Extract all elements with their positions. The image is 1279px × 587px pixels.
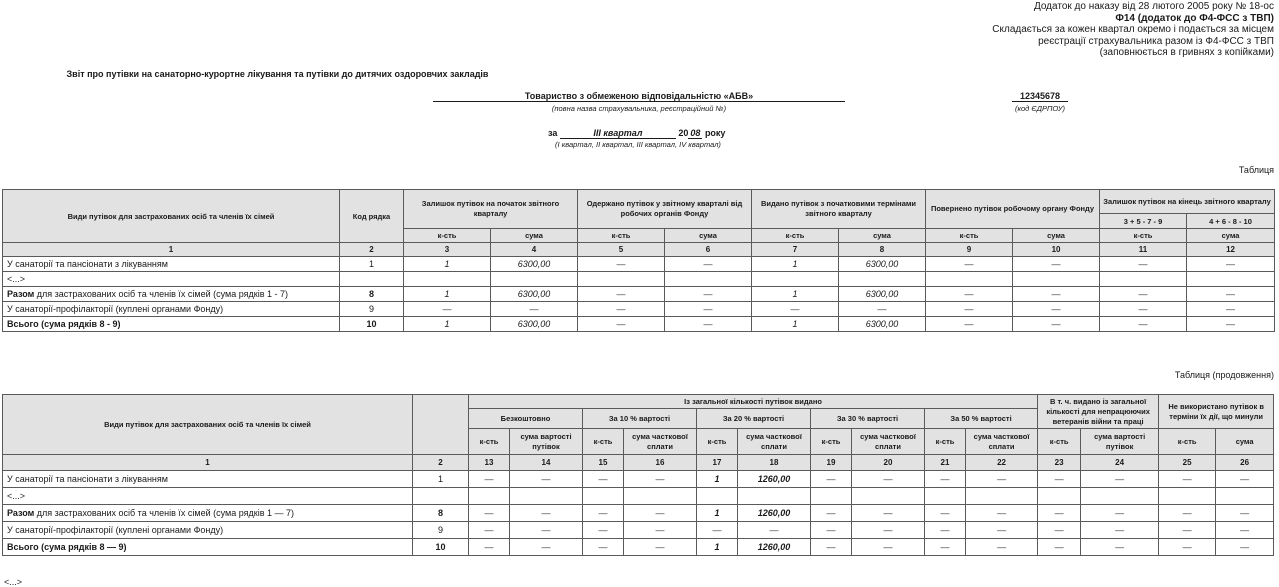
row-name-bold: Разом bbox=[7, 508, 35, 518]
subhead-qty: к-сть bbox=[1038, 429, 1081, 455]
table-cell: 1260,00 bbox=[738, 539, 811, 556]
table-cell: — bbox=[1013, 317, 1100, 332]
formula-count: 3 + 5 - 7 - 9 bbox=[1100, 214, 1187, 229]
table-cell bbox=[583, 488, 624, 505]
table-cell: — bbox=[697, 522, 738, 539]
row-name-text: <...> bbox=[7, 274, 26, 284]
col-number: 20 bbox=[852, 455, 925, 471]
col-number: 1 bbox=[3, 243, 340, 257]
row-name bbox=[3, 505, 413, 522]
unused-header: Не використано путівок в терміни їх дії, що минули bbox=[1159, 395, 1274, 429]
form-header bbox=[992, 1, 1274, 59]
row-code: 1 bbox=[413, 471, 469, 488]
year-prefix: 20 bbox=[678, 128, 689, 138]
table-cell: — bbox=[469, 539, 510, 556]
table-cell: — bbox=[665, 287, 752, 302]
subhead-qty: к-сть bbox=[926, 229, 1013, 243]
table-cell: — bbox=[852, 471, 925, 488]
table-cell: — bbox=[469, 505, 510, 522]
subhead-qty: к-сть bbox=[1100, 229, 1187, 243]
table-row bbox=[3, 505, 1274, 522]
table-cell: — bbox=[469, 522, 510, 539]
table-cell bbox=[839, 272, 926, 287]
formula-sum: 4 + 6 - 8 - 10 bbox=[1187, 214, 1275, 229]
subhead-sum: сума bbox=[1013, 229, 1100, 243]
subhead-qty: к-сть bbox=[752, 229, 839, 243]
table-cell: — bbox=[852, 505, 925, 522]
col-balance-end-header: Залишок путівок на кінець звітного кварталу bbox=[1100, 190, 1275, 214]
edrpou-note: (код ЄДРПОУ) bbox=[1014, 104, 1066, 113]
subhead-sum-cost: сума вартості путівок bbox=[510, 429, 583, 455]
table-cell bbox=[1159, 488, 1216, 505]
t2-col-code-header bbox=[413, 395, 469, 455]
table-cell: — bbox=[510, 522, 583, 539]
table-cell bbox=[752, 272, 839, 287]
col-number: 6 bbox=[665, 243, 752, 257]
table-row bbox=[3, 272, 1275, 287]
table-cell: — bbox=[583, 471, 624, 488]
table-cell: 1 bbox=[697, 505, 738, 522]
table-cell: — bbox=[404, 302, 491, 317]
table-cell: — bbox=[578, 287, 665, 302]
subhead-sum-partial: сума часткової сплати bbox=[966, 429, 1038, 455]
table-cell: — bbox=[839, 302, 926, 317]
table1-label: Таблиця bbox=[1238, 165, 1274, 175]
table-cell: — bbox=[665, 317, 752, 332]
table-cell: — bbox=[578, 257, 665, 272]
table-cell bbox=[966, 488, 1038, 505]
col-number: 25 bbox=[1159, 455, 1216, 471]
col-number: 22 bbox=[966, 455, 1038, 471]
col-code-header: Код рядка bbox=[340, 190, 404, 243]
row-code: 8 bbox=[413, 505, 469, 522]
row-code: 8 bbox=[340, 287, 404, 302]
period-note: (I квартал, II квартал, III квартал, IV квартал) bbox=[555, 140, 721, 149]
table-row bbox=[3, 302, 1275, 317]
table-cell: — bbox=[1216, 471, 1274, 488]
row-name bbox=[3, 302, 340, 317]
company-note: (повна назва страхувальника, реєстраційний №) bbox=[551, 104, 727, 113]
row-code bbox=[413, 488, 469, 505]
table-cell: — bbox=[925, 471, 966, 488]
table-cell: — bbox=[624, 539, 697, 556]
row-name bbox=[3, 287, 340, 302]
company-name: Товариство з обмеженою відповідальністю «АБВ» bbox=[433, 91, 845, 102]
row-name-text: У санаторії-профілакторії (куплені органами Фонду) bbox=[7, 304, 224, 314]
table-cell bbox=[510, 488, 583, 505]
table-cell bbox=[1081, 488, 1159, 505]
col-number: 8 bbox=[839, 243, 926, 257]
table-cell: — bbox=[925, 505, 966, 522]
table-cell: — bbox=[1013, 302, 1100, 317]
col-number: 5 bbox=[578, 243, 665, 257]
table-cell: — bbox=[966, 471, 1038, 488]
row-name-bold: Всього (сума рядків 8 — 9) bbox=[7, 542, 127, 552]
table-cell: — bbox=[1159, 539, 1216, 556]
table-cell: — bbox=[966, 505, 1038, 522]
subhead-qty: к-сть bbox=[583, 429, 624, 455]
table-row bbox=[3, 257, 1275, 272]
table-cell: — bbox=[1100, 257, 1187, 272]
table-cell: — bbox=[1081, 522, 1159, 539]
table-cell: — bbox=[1216, 522, 1274, 539]
table-cell: — bbox=[925, 522, 966, 539]
row-name bbox=[3, 317, 340, 332]
p20-header: За 20 % вартості bbox=[697, 409, 811, 429]
table-cell: — bbox=[811, 471, 852, 488]
table-cell bbox=[624, 488, 697, 505]
edrpou-code: 12345678 bbox=[1012, 91, 1068, 102]
table-cell bbox=[1216, 488, 1274, 505]
col-kind-header: Види путівок для застрахованих осіб та членів їх сімей bbox=[3, 190, 340, 243]
table-cell: 1 bbox=[697, 539, 738, 556]
subhead-sum: сума bbox=[665, 229, 752, 243]
year-value: 08 bbox=[690, 128, 701, 138]
table-cell: — bbox=[811, 522, 852, 539]
period-value: III квартал bbox=[560, 128, 676, 139]
p30-header: За 30 % вартості bbox=[811, 409, 925, 429]
subhead-qty: к-сть bbox=[1159, 429, 1216, 455]
table-cell: — bbox=[811, 539, 852, 556]
table-cell: — bbox=[925, 539, 966, 556]
subhead-qty: к-сть bbox=[469, 429, 510, 455]
table-cell bbox=[697, 488, 738, 505]
row-name bbox=[3, 522, 413, 539]
vouchers-table bbox=[2, 189, 1275, 332]
table-cell: — bbox=[1038, 539, 1081, 556]
table-cell bbox=[578, 272, 665, 287]
form-code: Ф14 (додаток до Ф4-ФСС з ТВП) bbox=[1115, 12, 1274, 24]
table-cell: — bbox=[926, 317, 1013, 332]
table-cell: — bbox=[1159, 505, 1216, 522]
col-number: 4 bbox=[491, 243, 578, 257]
table-cell bbox=[738, 488, 811, 505]
row-name-text: для застрахованих осіб та членів їх сімей (сума рядків 1 - 7) bbox=[34, 289, 288, 299]
col-number: 15 bbox=[583, 455, 624, 471]
subhead-sum-partial: сума часткової сплати bbox=[624, 429, 697, 455]
table-row bbox=[3, 471, 1274, 488]
table-cell: — bbox=[510, 505, 583, 522]
table-cell: — bbox=[926, 257, 1013, 272]
row-code bbox=[340, 272, 404, 287]
col-number: 26 bbox=[1216, 455, 1274, 471]
vouchers-table-continued bbox=[2, 394, 1274, 556]
subhead-qty: к-сть bbox=[925, 429, 966, 455]
table-cell: — bbox=[1216, 539, 1274, 556]
table-cell: — bbox=[1081, 539, 1159, 556]
table-cell: 1 bbox=[404, 317, 491, 332]
t2-col-kind-header: Види путівок для застрахованих осіб та членів їх сімей bbox=[3, 395, 413, 455]
row-name bbox=[3, 488, 413, 505]
table-cell: — bbox=[1159, 471, 1216, 488]
year-suffix: року bbox=[704, 128, 726, 138]
subhead-sum-partial: сума часткової сплати bbox=[852, 429, 925, 455]
table-cell: — bbox=[624, 471, 697, 488]
subhead-sum-partial: сума часткової сплати bbox=[738, 429, 811, 455]
col-number: 17 bbox=[697, 455, 738, 471]
truncated-marker: <...> bbox=[4, 577, 23, 587]
table-cell: — bbox=[1038, 522, 1081, 539]
table-cell: 6300,00 bbox=[839, 287, 926, 302]
table-cell: — bbox=[1038, 505, 1081, 522]
table-cell: — bbox=[738, 522, 811, 539]
col-issued-header: Видано путівок з початковими термінами звітного кварталу bbox=[752, 190, 926, 229]
row-name bbox=[3, 471, 413, 488]
col-number: 18 bbox=[738, 455, 811, 471]
veterans-header: В т. ч. видано із загальної кількості для непрацюючих ветеранів війни та праці bbox=[1038, 395, 1159, 429]
table-cell: — bbox=[1187, 257, 1275, 272]
row-name bbox=[3, 257, 340, 272]
table-cell: — bbox=[510, 471, 583, 488]
table-cell: — bbox=[1081, 505, 1159, 522]
row-name-bold: Всього (сума рядків 8 - 9) bbox=[7, 319, 121, 329]
table-row bbox=[3, 287, 1275, 302]
table-cell bbox=[925, 488, 966, 505]
col-number: 11 bbox=[1100, 243, 1187, 257]
table2-label: Таблиця (продовження) bbox=[1174, 370, 1274, 380]
row-name bbox=[3, 272, 340, 287]
col-number: 3 bbox=[404, 243, 491, 257]
row-code: 1 bbox=[340, 257, 404, 272]
col-number: 21 bbox=[925, 455, 966, 471]
instructions-line-3: (заповнюється в гривнях з копійками) bbox=[1099, 47, 1274, 58]
table-cell: — bbox=[811, 505, 852, 522]
table-cell: — bbox=[583, 522, 624, 539]
table-cell: — bbox=[752, 302, 839, 317]
table-cell: 1 bbox=[697, 471, 738, 488]
table-row bbox=[3, 522, 1274, 539]
table-row bbox=[3, 539, 1274, 556]
col-number: 24 bbox=[1081, 455, 1159, 471]
table-cell: — bbox=[1013, 257, 1100, 272]
table-cell: — bbox=[1187, 302, 1275, 317]
row-name-text: <...> bbox=[7, 491, 26, 501]
table-cell: — bbox=[1159, 522, 1216, 539]
table-cell: 6300,00 bbox=[491, 257, 578, 272]
table-cell: 6300,00 bbox=[839, 257, 926, 272]
col-number: 1 bbox=[3, 455, 413, 471]
table-cell: — bbox=[1038, 471, 1081, 488]
table-cell: — bbox=[1081, 471, 1159, 488]
col-number: 2 bbox=[413, 455, 469, 471]
table-cell: — bbox=[1013, 287, 1100, 302]
col-number: 14 bbox=[510, 455, 583, 471]
table-cell: — bbox=[1187, 317, 1275, 332]
subhead-sum: сума bbox=[1187, 229, 1275, 243]
subhead-qty: к-сть bbox=[578, 229, 665, 243]
table-cell bbox=[1100, 272, 1187, 287]
table-cell: — bbox=[852, 522, 925, 539]
table-row bbox=[3, 317, 1275, 332]
instructions-line-2: реєстрації страхувальника разом із Ф4-ФСС з ТВП bbox=[1038, 35, 1274, 47]
table-cell bbox=[852, 488, 925, 505]
table-cell bbox=[926, 272, 1013, 287]
table-cell bbox=[665, 272, 752, 287]
table-cell: 1 bbox=[752, 257, 839, 272]
col-number: 19 bbox=[811, 455, 852, 471]
row-code: 10 bbox=[340, 317, 404, 332]
table-cell: — bbox=[1100, 317, 1187, 332]
p10-header: За 10 % вартості bbox=[583, 409, 697, 429]
table-cell: 1 bbox=[752, 317, 839, 332]
col-number: 23 bbox=[1038, 455, 1081, 471]
row-name bbox=[3, 539, 413, 556]
table-cell bbox=[404, 272, 491, 287]
table-cell: — bbox=[491, 302, 578, 317]
row-name-text: для застрахованих осіб та членів їх сімей (сума рядків 1 — 7) bbox=[34, 508, 294, 518]
row-code: 9 bbox=[340, 302, 404, 317]
table-cell: — bbox=[926, 302, 1013, 317]
subhead-sum-cost: сума вартості путівок bbox=[1081, 429, 1159, 455]
report-period bbox=[548, 128, 725, 139]
table-cell: 1 bbox=[404, 287, 491, 302]
subhead-qty: к-сть bbox=[404, 229, 491, 243]
table-cell: — bbox=[1187, 287, 1275, 302]
table-cell: — bbox=[966, 522, 1038, 539]
table-cell: — bbox=[1216, 505, 1274, 522]
col-received-header: Одержано путівок у звітному кварталі від робочих органів Фонду bbox=[578, 190, 752, 229]
table-cell bbox=[811, 488, 852, 505]
free-header: Безкоштовно bbox=[469, 409, 583, 429]
row-name-text: У санаторії та пансіонати з лікуванням bbox=[7, 474, 168, 484]
table-cell: — bbox=[510, 539, 583, 556]
table-cell: 6300,00 bbox=[839, 317, 926, 332]
subhead-qty: к-сть bbox=[697, 429, 738, 455]
col-number: 10 bbox=[1013, 243, 1100, 257]
col-number: 16 bbox=[624, 455, 697, 471]
p50-header: За 50 % вартості bbox=[925, 409, 1038, 429]
instructions-line-1: Складається за кожен квартал окремо і подається за місцем bbox=[992, 24, 1274, 35]
row-name-bold: Разом bbox=[7, 289, 35, 299]
table-cell bbox=[1013, 272, 1100, 287]
table-cell: — bbox=[1100, 302, 1187, 317]
table-cell: — bbox=[1100, 287, 1187, 302]
row-code: 9 bbox=[413, 522, 469, 539]
table-cell: — bbox=[966, 539, 1038, 556]
col-number: 13 bbox=[469, 455, 510, 471]
table-cell: 1260,00 bbox=[738, 505, 811, 522]
subhead-sum: сума bbox=[1216, 429, 1274, 455]
row-name-text: У санаторії-профілакторії (куплені органами Фонду) bbox=[7, 525, 224, 535]
table-row bbox=[3, 488, 1274, 505]
col-number: 2 bbox=[340, 243, 404, 257]
table-cell bbox=[1187, 272, 1275, 287]
table-cell: — bbox=[665, 302, 752, 317]
table-cell: 6300,00 bbox=[491, 287, 578, 302]
subhead-sum: сума bbox=[839, 229, 926, 243]
col-balance-start-header: Залишок путівок на початок звітного кварталу bbox=[404, 190, 578, 229]
order-note: Додаток до наказу від 28 лютого 2005 року № 18-ос bbox=[1033, 1, 1274, 12]
table-cell: — bbox=[578, 302, 665, 317]
col-returned-header: Повернено путівок робочому органу Фонду bbox=[926, 190, 1100, 229]
table-cell: — bbox=[469, 471, 510, 488]
table-cell bbox=[1038, 488, 1081, 505]
col-number: 12 bbox=[1187, 243, 1275, 257]
col-number: 9 bbox=[926, 243, 1013, 257]
period-prefix: за bbox=[548, 128, 558, 138]
report-title: Звіт про путівки на санаторно-курортне лікування та путівки до дитячих оздоровчих закладів bbox=[66, 69, 489, 79]
table-cell: — bbox=[578, 317, 665, 332]
table-cell: — bbox=[583, 505, 624, 522]
table-cell: 1260,00 bbox=[738, 471, 811, 488]
subhead-qty: к-сть bbox=[811, 429, 852, 455]
table-cell: — bbox=[665, 257, 752, 272]
table-cell: — bbox=[583, 539, 624, 556]
table-cell: — bbox=[624, 522, 697, 539]
table-cell: 1 bbox=[404, 257, 491, 272]
row-code: 10 bbox=[413, 539, 469, 556]
table-cell: — bbox=[852, 539, 925, 556]
of-total-header: Із загальної кількості путівок видано bbox=[469, 395, 1038, 409]
col-number: 7 bbox=[752, 243, 839, 257]
table-cell: — bbox=[926, 287, 1013, 302]
subhead-sum: сума bbox=[491, 229, 578, 243]
table-cell: — bbox=[624, 505, 697, 522]
row-name-text: У санаторії та пансіонати з лікуванням bbox=[7, 259, 168, 269]
table-cell bbox=[469, 488, 510, 505]
table-cell bbox=[491, 272, 578, 287]
table-cell: 6300,00 bbox=[491, 317, 578, 332]
table-cell: 1 bbox=[752, 287, 839, 302]
